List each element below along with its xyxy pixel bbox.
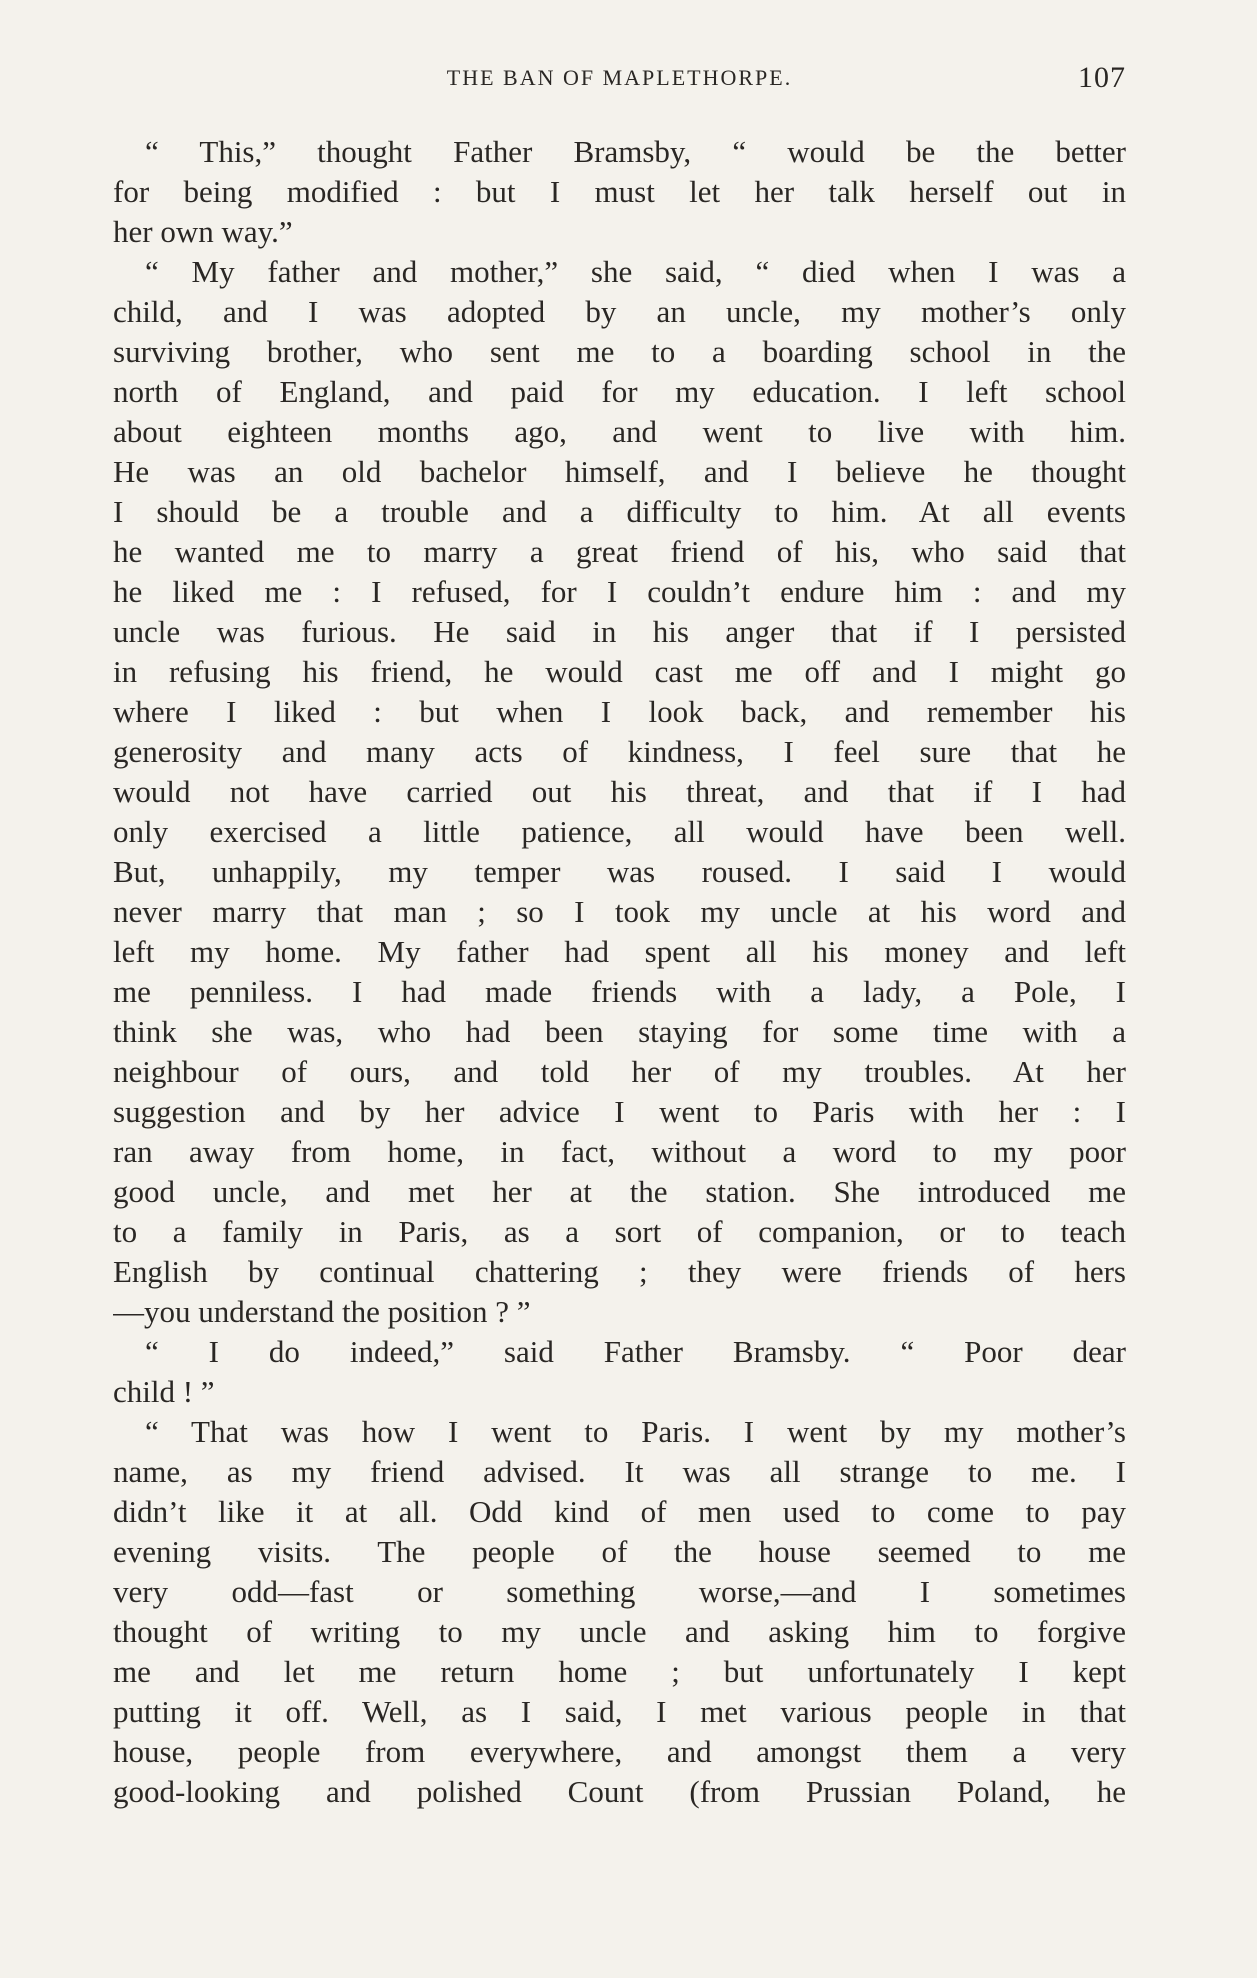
text-line: ran away from home, in fact, without a word to my poor	[113, 1134, 1126, 1169]
text-line: never marry that man ; so I took my uncle at his word and	[113, 894, 1126, 929]
text-line: “ That was how I went to Paris. I went by my mother’s	[145, 1414, 1126, 1449]
text-line: But, unhappily, my temper was roused. I said I would	[113, 854, 1126, 889]
page-number: 107	[1078, 61, 1126, 94]
text-line: “ My father and mother,” she said, “ died when I was a	[145, 254, 1126, 289]
text-line: name, as my friend advised. It was all strange to me. I	[113, 1454, 1126, 1489]
text-line: only exercised a little patience, all would have been well.	[113, 814, 1126, 849]
text-line: in refusing his friend, he would cast me off and I might go	[113, 654, 1126, 689]
text-line: he liked me : I refused, for I couldn’t endure him : and my	[113, 574, 1126, 609]
text-line: for being modified : but I must let her talk herself out in	[113, 174, 1126, 209]
text-line: very odd—fast or something worse,—and I sometimes	[113, 1574, 1126, 1609]
text-line: I should be a trouble and a difficulty to him. At all events	[113, 494, 1126, 529]
text-line: about eighteen months ago, and went to live with him.	[113, 414, 1126, 449]
text-line: good-looking and polished Count (from Prussian Poland, he	[113, 1774, 1126, 1809]
text-line: good uncle, and met her at the station. She introduced me	[113, 1174, 1126, 1209]
text-line: He was an old bachelor himself, and I believe he thought	[113, 454, 1126, 489]
text-line: suggestion and by her advice I went to Paris with her : I	[113, 1094, 1126, 1129]
text-line: didn’t like it at all. Odd kind of men used to come to pay	[113, 1494, 1126, 1529]
text-line: left my home. My father had spent all his money and left	[113, 934, 1126, 969]
text-line: he wanted me to marry a great friend of his, who said that	[113, 534, 1126, 569]
text-line: would not have carried out his threat, and that if I had	[113, 774, 1126, 809]
text-line: where I liked : but when I look back, and remember his	[113, 694, 1126, 729]
text-line: —you understand the position ? ”	[113, 1294, 531, 1329]
running-head	[113, 58, 1126, 98]
running-title: THE BAN OF MAPLETHORPE.	[446, 65, 793, 90]
text-line: “ I do indeed,” said Father Bramsby. “ Poor dear	[145, 1334, 1126, 1369]
text-line: thought of writing to my uncle and asking him to forgive	[113, 1614, 1126, 1649]
text-line: her own way.”	[113, 214, 293, 249]
text-line: north of England, and paid for my education. I left school	[113, 374, 1126, 409]
text-line: house, people from everywhere, and amongst them a very	[113, 1734, 1126, 1769]
text-line: think she was, who had been staying for some time with a	[113, 1014, 1126, 1049]
text-line: generosity and many acts of kindness, I feel sure that he	[113, 734, 1126, 769]
text-line: putting it off. Well, as I said, I met various people in that	[113, 1694, 1126, 1729]
text-line: child ! ”	[113, 1374, 215, 1409]
text-line: English by continual chattering ; they were friends of hers	[113, 1254, 1126, 1289]
text-line: neighbour of ours, and told her of my troubles. At her	[113, 1054, 1126, 1089]
text-line: to a family in Paris, as a sort of companion, or to teach	[113, 1214, 1126, 1249]
text-line: “ This,” thought Father Bramsby, “ would be the better	[145, 134, 1126, 169]
text-line: me and let me return home ; but unfortunately I kept	[113, 1654, 1126, 1689]
body-text	[113, 132, 1126, 1812]
text-line: surviving brother, who sent me to a boarding school in the	[113, 334, 1126, 369]
text-line: evening visits. The people of the house seemed to me	[113, 1534, 1126, 1569]
text-line: me penniless. I had made friends with a lady, a Pole, I	[113, 974, 1126, 1009]
text-line: uncle was furious. He said in his anger that if I persisted	[113, 614, 1126, 649]
text-line: child, and I was adopted by an uncle, my mother’s only	[113, 294, 1126, 329]
